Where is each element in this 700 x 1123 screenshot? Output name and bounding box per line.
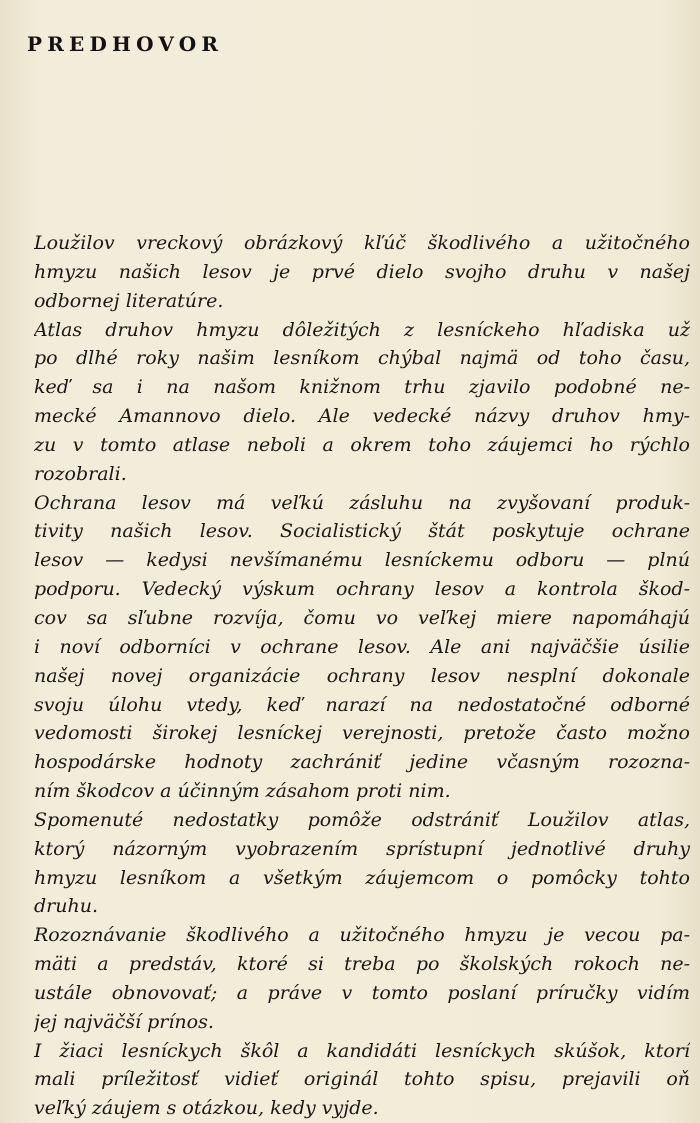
text-line: cov sa sľubne rozvíja, čomu vo veľkej miere napomáhajú [34, 606, 690, 629]
paragraph-5 [34, 921, 690, 1036]
page-heading: PREDHOVOR [27, 32, 224, 56]
text-line: veľký záujem s otázkou, kedy vyjde. [34, 1097, 379, 1120]
text-line: zu v tomto atlase neboli a okrem toho záujemci ho rýchlo [34, 433, 690, 456]
paragraph-1 [34, 229, 690, 316]
text-line: hmyzu našich lesov je prvé dielo svojho druhu v našej [34, 260, 690, 283]
paragraph-6 [34, 1037, 690, 1123]
text-line: po dlhé roky našim lesníkom chýbal najmä od toho času, [34, 347, 690, 370]
text-line: I žiaci lesníckych škôl a kandidáti lesníckych skúšok, ktorí [34, 1039, 690, 1062]
text-line: hospodárske hodnoty zachrániť jedine včasným rozozna- [34, 751, 690, 774]
text-line: Spomenuté nedostatky pomôže odstrániť Loužilov atlas, [34, 808, 690, 831]
text-line: i noví odborníci v ochrane lesov. Ale ani najväčšie úsilie [34, 635, 690, 658]
text-line: keď sa i na našom knižnom trhu zjavilo podobné ne- [34, 376, 690, 399]
text-line: Rozoznávanie škodlivého a užitočného hmyzu je vecou pa- [34, 924, 690, 947]
text-line: hmyzu lesníkom a všetkým záujemcom o pomôcky tohto [34, 866, 690, 889]
text-line: mäti a predstáv, ktoré si treba po školských rokoch ne- [34, 953, 690, 976]
text-line: našej novej organizácie ochrany lesov nesplní dokonale [34, 664, 690, 687]
text-line: jej najväčší prínos. [34, 1010, 214, 1033]
text-line: Atlas druhov hmyzu dôležitých z lesníckeho hľadiska už [34, 318, 690, 341]
text-line: Ochrana lesov má veľkú zásluhu na zvyšovaní produk- [34, 491, 690, 514]
text-line: podporu. Vedecký výskum ochrany lesov a kontrola škod- [34, 578, 690, 601]
text-line: ustále obnovovať; a práve v tomto poslaní príručky vidím [34, 981, 690, 1004]
text-line: Loužilov vreckový obrázkový kľúč škodlivého a užitočného [34, 232, 690, 254]
text-line: mecké Amannovo dielo. Ale vedecké názvy druhov hmy- [34, 405, 690, 428]
text-line: rozobrali. [34, 462, 127, 485]
paragraph-2 [34, 316, 690, 489]
text-line: lesov — kedysi nevšímanému lesníckemu odboru — plnú [34, 549, 690, 572]
text-line: druhu. [34, 895, 98, 918]
text-line: vedomosti širokej lesníckej verejnosti, pretože často možno [34, 722, 690, 745]
text-line: mali príležitosť vidieť originál tohto spisu, prejavili oň [34, 1068, 690, 1091]
text-line: odbornej literatúre. [34, 289, 224, 312]
paragraph-3 [34, 489, 690, 806]
text-line: ktorý názorným vyobrazením sprístupní jednotlivé druhy [34, 837, 690, 860]
foreword-text [34, 229, 690, 1123]
text-line: ním škodcov a účinným zásahom proti nim. [34, 780, 451, 803]
text-line: svoju úlohu vtedy, keď narazí na nedostatočné odborné [34, 693, 690, 716]
paragraph-4 [34, 806, 690, 921]
text-line: tivity našich lesov. Socialistický štát poskytuje ochrane [34, 520, 690, 543]
